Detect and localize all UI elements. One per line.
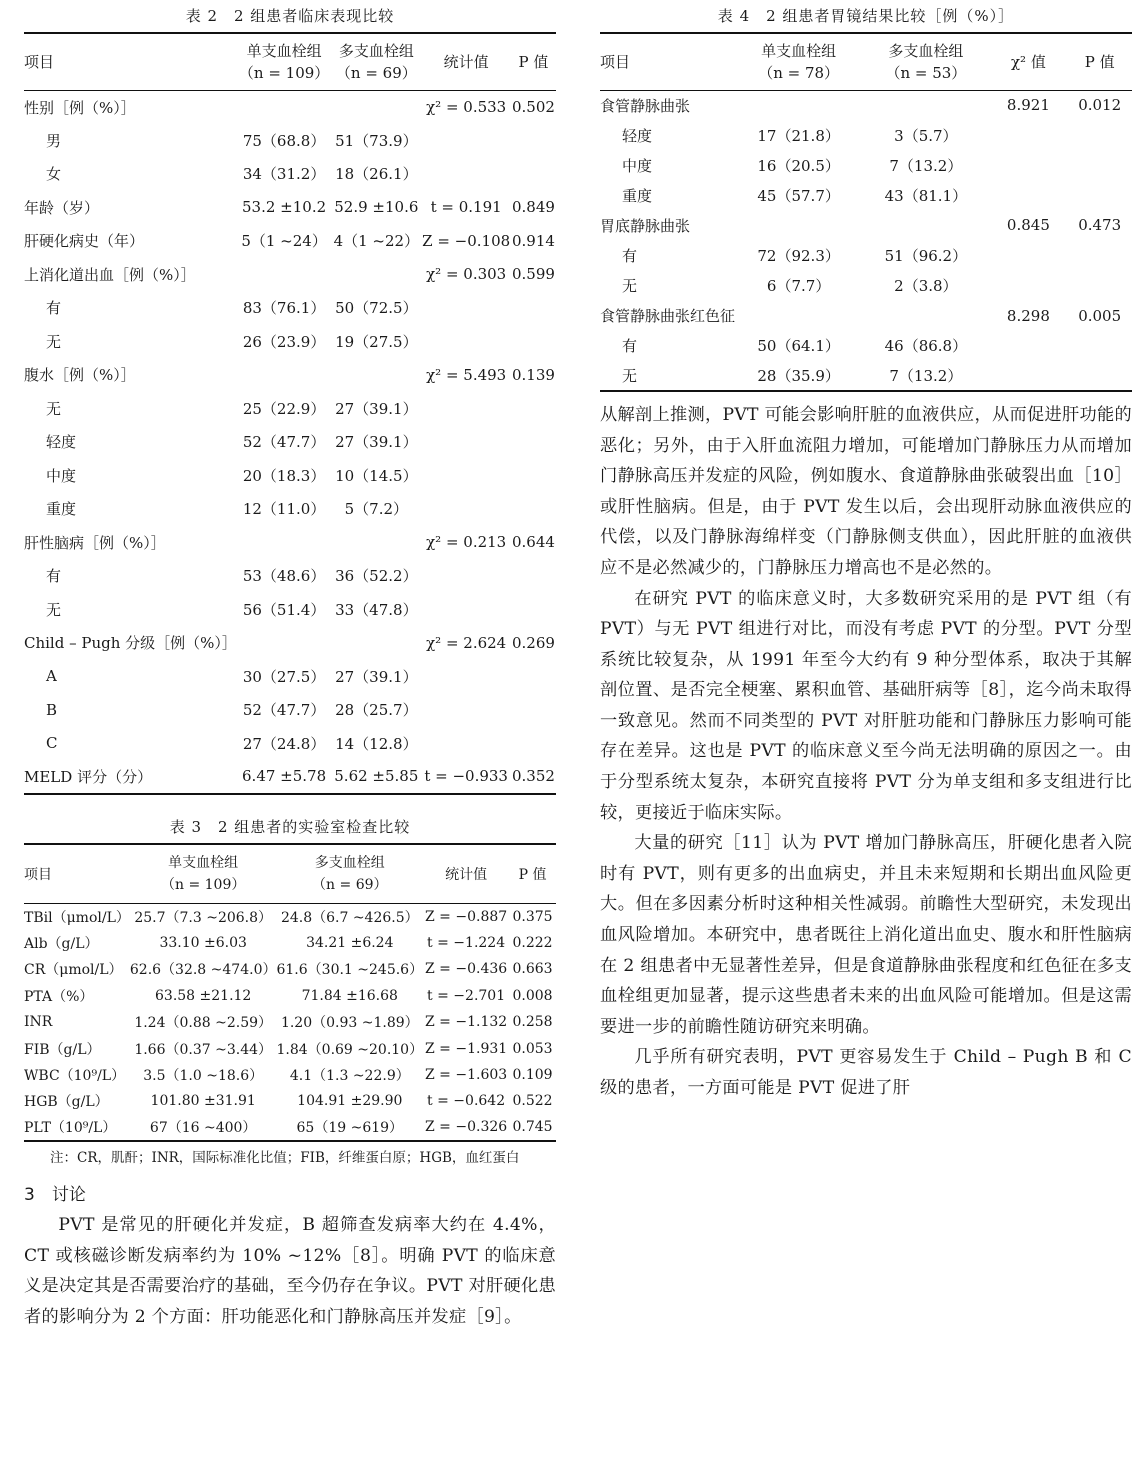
table4-body	[600, 90, 1132, 391]
table2-row	[24, 660, 556, 694]
table2-cell-stat: t = −0.933	[424, 767, 508, 786]
table2-cell-item: 重度	[46, 500, 77, 519]
table3-header-item: 项目	[24, 866, 52, 883]
table4-cell-item: 中度	[622, 156, 653, 175]
table2-row	[24, 693, 556, 727]
table2-cell-stat	[421, 124, 510, 158]
table2-cell-item: C	[46, 734, 58, 753]
table2-cell-p	[511, 291, 556, 325]
table3-header-single: 单支血栓组 （n = 109）	[160, 854, 246, 893]
table3-cell-item: PLT（10⁹/L）	[24, 1120, 117, 1137]
table3-cell-p: 0.375	[512, 908, 553, 925]
table2-cell-stat: Z = −0.108	[422, 231, 511, 250]
table2-cell-stat: χ² = 0.213	[426, 533, 507, 552]
table4-cell-p	[1067, 120, 1132, 150]
table3-cell-single: 101.80 ±31.91	[150, 1093, 256, 1110]
table3-cell-single: 3.5（1.0 ~18.6）	[143, 1068, 264, 1085]
table2-cell-multi: 27（39.1）	[335, 433, 418, 452]
table2-row	[24, 760, 556, 794]
table2-cell-item: Child – Pugh 分级［例（%）］	[24, 634, 237, 653]
table4-cell-single: 28（35.9）	[757, 366, 840, 385]
table4-cell-item: 重度	[622, 186, 653, 205]
table3-cell-p: 0.663	[512, 961, 553, 978]
table2-cell-single: 20（18.3）	[242, 466, 326, 485]
table2-row	[24, 392, 556, 426]
table2-cell-single: 27（24.8）	[242, 734, 326, 753]
table4-cell-multi	[862, 90, 989, 120]
table4-cell-p	[1067, 180, 1132, 210]
body-paragraph: PVT 是常见的肝硬化并发症，B 超筛查发病率大约在 4.4%，CT 或核磁诊断发病率约为 10% ~12%［8］。明确 PVT 的临床意义是决定其是否需要治疗的基础，至今仍存在争议。PVT 对肝硬化患者的影响分为 2 个方面：肝功能恶化和门静脉高压并发症［9］。	[24, 1215, 556, 1327]
table3-cell-multi: 4.1（1.3 ~22.9）	[289, 1068, 410, 1085]
table2-cell-stat	[421, 325, 510, 359]
table2-row	[24, 157, 556, 191]
table2-header-p: P 值	[518, 53, 549, 72]
table4-cell-item: 有	[622, 337, 638, 356]
table2-cell-item: 中度	[46, 466, 77, 485]
table4-cell-stat: 8.298	[1006, 306, 1050, 325]
table3-header-multi: 多支血栓组 （n = 69）	[312, 854, 388, 893]
table2-cell-multi	[331, 526, 421, 560]
table2-cell-stat: χ² = 5.493	[426, 365, 507, 384]
table4-header-item: 项目	[600, 53, 631, 72]
table3-row	[24, 983, 556, 1009]
table3-header-row	[24, 844, 556, 904]
table2-cell-p	[511, 693, 556, 727]
table4-cell-stat: 8.921	[1006, 96, 1050, 115]
table4-cell-stat	[989, 331, 1067, 361]
table2-row	[24, 559, 556, 593]
table2-cell-p	[511, 459, 556, 493]
table2-row	[24, 593, 556, 627]
table2-cell-single	[237, 526, 331, 560]
table2-cell-single: 52（47.7）	[242, 433, 326, 452]
table2-row	[24, 626, 556, 660]
table2-cell-multi: 5（7.2）	[344, 500, 409, 519]
table2-cell-item: B	[46, 700, 58, 719]
table2-cell-single: 25（22.9）	[242, 399, 326, 418]
table2-cell-item: 肝性脑病［例（%）］	[24, 533, 166, 552]
table2-cell-p: 0.914	[511, 231, 555, 250]
table2-cell-item: 有	[46, 567, 62, 586]
table4-cell-single	[735, 210, 862, 240]
table2-cell-item: A	[46, 667, 57, 686]
table2-cell-single: 75（68.8）	[242, 131, 326, 150]
table3-row	[24, 1088, 556, 1114]
table2-header-multi: 多支血栓组 （n = 69）	[335, 41, 417, 82]
table2-cell-item: 肝硬化病史（年）	[24, 232, 145, 251]
table4-cell-stat	[989, 120, 1067, 150]
table3-cell-stat: Z = −1.931	[425, 1040, 508, 1057]
table3-row	[24, 1115, 556, 1141]
table2-cell-stat	[421, 157, 510, 191]
table2-cell-multi	[331, 626, 421, 660]
table4-caption: 表 4 2 组患者胃镜结果比较［例（%）］	[717, 7, 1015, 25]
table2-cell-p	[511, 727, 556, 761]
table3-cell-item: FIB（g/L）	[24, 1041, 101, 1058]
table2-cell-single: 30（27.5）	[242, 667, 326, 686]
table4-cell-multi	[862, 301, 989, 331]
table2-cell-multi: 50（72.5）	[335, 299, 418, 318]
table4-cell-p	[1067, 150, 1132, 180]
table3-cell-item: INR	[24, 1014, 53, 1031]
table3-cell-single: 67（16 ~400）	[149, 1120, 257, 1137]
body-paragraph: 在研究 PVT 的临床意义时，大多数研究采用的是 PVT 组（有 PVT）与无 PVT 组进行对比，而没有考虑 PVT 的分型。PVT 分型系统比较复杂，从 1991 年至今大约有 9 种分型体系，取决于其解剖位置、是否完全梗塞、累积血管、基础肝病等［8］，迄今尚未取得一致意见。然而不同类型的 PVT 对肝脏功能和门静脉压力影响可能存在差异。这也是 PVT 的临床意义至今尚无法明确的原因之一。由于分型系统太复杂，本研究直接将 PVT 分为单支组和多支组进行比较，更接近于临床实际。	[600, 588, 1132, 823]
table4-row	[600, 240, 1132, 270]
table3-header-stat: 统计值	[445, 866, 488, 883]
table4-cell-stat	[989, 240, 1067, 270]
table3-cell-stat: Z = −0.326	[425, 1119, 508, 1136]
table4-cell-single: 45（57.7）	[757, 186, 840, 205]
table3-cell-multi: 1.20（0.93 ~1.89）	[280, 1015, 419, 1032]
table2-row	[24, 358, 556, 392]
table4-header-single: 单支血栓组 （n = 78）	[758, 41, 840, 82]
table4-cell-stat	[989, 150, 1067, 180]
table2-cell-item: 男	[46, 131, 62, 150]
table2-cell-multi: 27（39.1）	[335, 667, 418, 686]
table2-cell-stat	[421, 693, 510, 727]
table3-row	[24, 904, 556, 930]
table4-header-p: P 值	[1084, 53, 1115, 72]
table2-cell-item: 轻度	[46, 433, 77, 452]
table2-header-single: 单支血栓组 （n = 109）	[238, 41, 330, 82]
table4-cell-p	[1067, 331, 1132, 361]
table2-cell-p: 0.599	[511, 265, 555, 284]
table3-cell-multi: 65（19 ~619）	[296, 1120, 404, 1137]
table4-cell-stat: 0.845	[1006, 216, 1050, 235]
table2-row	[24, 124, 556, 158]
table4-cell-item: 食管静脉曲张红色征	[600, 307, 736, 326]
table2-cell-item: 上消化道出血［例（%）］	[24, 265, 196, 284]
table3-cell-item: CR（μmol/L）	[24, 962, 123, 979]
table4-cell-single	[735, 301, 862, 331]
table2-cell-item: MELD 评分（分）	[24, 767, 153, 786]
table2-cell-p: 0.352	[511, 767, 555, 786]
table3-cell-p: 0.745	[512, 1119, 553, 1136]
table2-cell-stat: t = 0.191	[430, 198, 502, 217]
table4-cell-single: 72（92.3）	[757, 247, 840, 266]
table4-row	[600, 90, 1132, 120]
table2	[24, 32, 556, 795]
table4-cell-single	[735, 90, 862, 120]
table2-row	[24, 492, 556, 526]
table2-cell-single	[237, 358, 331, 392]
table3-cell-single: 25.7（7.3 ~206.8）	[134, 909, 273, 926]
table2-header-row	[24, 33, 556, 90]
table2-cell-stat: χ² = 0.303	[426, 265, 507, 284]
table2-cell-p	[511, 593, 556, 627]
table2-cell-stat	[421, 660, 510, 694]
table3-cell-stat: Z = −0.436	[425, 961, 508, 978]
table3-cell-multi: 1.84（0.69 ~20.10）	[276, 1041, 424, 1058]
table4-row	[600, 361, 1132, 391]
left-paragraphs	[24, 1210, 556, 1332]
table3-cell-item: Alb（g/L）	[24, 936, 99, 953]
table2-cell-multi: 27（39.1）	[335, 399, 418, 418]
table2-cell-stat: χ² = 0.533	[426, 98, 507, 116]
table4-cell-item: 胃底静脉曲张	[600, 216, 691, 235]
table3-cell-stat: t = −0.642	[427, 1093, 506, 1110]
table2-cell-multi: 10（14.5）	[335, 466, 418, 485]
table2-cell-single: 83（76.1）	[242, 299, 326, 318]
section-heading: 3 讨论	[24, 1185, 86, 1206]
table2-cell-multi: 19（27.5）	[335, 332, 418, 351]
table2-cell-p	[511, 492, 556, 526]
table2-cell-stat	[421, 559, 510, 593]
table2-cell-multi: 18（26.1）	[335, 165, 418, 184]
table2-cell-multi: 33（47.8）	[335, 600, 418, 619]
table3-row	[24, 930, 556, 956]
table4-cell-item: 食管静脉曲张	[600, 96, 691, 115]
table4-row	[600, 301, 1132, 331]
table4-cell-single: 50（64.1）	[757, 337, 840, 356]
table3-cell-stat: Z = −0.887	[425, 908, 508, 925]
table2-cell-single: 53.2 ±10.2	[242, 198, 327, 217]
table2-cell-multi: 4（1 ~22）	[333, 232, 420, 251]
table3-note: 注：CR，肌酐；INR，国际标准化比值；FIB，纤维蛋白原；HGB，血红蛋白	[50, 1150, 520, 1167]
table2-body	[24, 90, 556, 794]
table4-cell-multi: 2（3.8）	[894, 277, 958, 296]
table2-cell-single: 52（47.7）	[242, 701, 326, 720]
table2-cell-single: 56（51.4）	[242, 600, 326, 619]
table2-cell-p: 0.644	[511, 533, 555, 552]
table4-row	[600, 150, 1132, 180]
table3	[24, 843, 556, 1143]
table4-cell-multi: 51（96.2）	[884, 247, 968, 266]
table2-caption: 表 2 2 组患者临床表现比较	[185, 7, 395, 25]
body-paragraph: 几乎所有研究表明，PVT 更容易发生于 Child – Pugh B 和 C 级的患者，一方面可能是 PVT 促进了肝	[600, 1047, 1132, 1098]
table4-row	[600, 271, 1132, 301]
table2-cell-p	[511, 124, 556, 158]
table2-cell-p	[511, 425, 556, 459]
table4-header-multi: 多支血栓组 （n = 53）	[885, 41, 967, 82]
table4-header-stat: χ² 值	[1010, 53, 1046, 72]
table4-row	[600, 331, 1132, 361]
table4-cell-item: 有	[622, 247, 638, 266]
table3-cell-multi: 34.21 ±6.24	[306, 935, 394, 952]
table3-cell-single: 62.6（32.8 ~474.0）	[129, 962, 277, 979]
table2-row	[24, 191, 556, 225]
table4-cell-stat	[989, 361, 1067, 391]
table4-row	[600, 180, 1132, 210]
table3-cell-item: WBC（10⁹/L）	[24, 1068, 126, 1085]
table2-row	[24, 90, 556, 124]
table4-cell-single: 16（20.5）	[757, 156, 840, 175]
table2-cell-multi: 28（25.7）	[335, 701, 418, 720]
right-column	[600, 0, 1132, 1104]
right-paragraphs	[600, 400, 1132, 1104]
table2-cell-multi: 51（73.9）	[335, 131, 418, 150]
table2-cell-single: 34（31.2）	[242, 165, 326, 184]
table2-cell-p	[511, 325, 556, 359]
table2-row	[24, 425, 556, 459]
table3-cell-single: 63.58 ±21.12	[155, 987, 252, 1004]
table2-cell-single	[237, 258, 331, 292]
table2-row	[24, 459, 556, 493]
table2-cell-p	[511, 392, 556, 426]
table2-cell-p	[511, 157, 556, 191]
table2-header-stat: 统计值	[443, 53, 489, 72]
table2-cell-multi: 14（12.8）	[335, 734, 418, 753]
table3-cell-multi: 24.8（6.7 ~426.5）	[280, 909, 419, 926]
table2-row	[24, 325, 556, 359]
table2-cell-item: 无	[46, 332, 62, 351]
table2-row	[24, 224, 556, 258]
table4-cell-p	[1067, 271, 1132, 301]
table2-cell-item: 有	[46, 299, 62, 318]
table4-cell-multi: 7（13.2）	[889, 366, 963, 385]
table4-cell-item: 轻度	[622, 126, 653, 145]
table3-cell-stat: t = −1.224	[427, 935, 506, 952]
table3-caption: 表 3 2 组患者的实验室检查比较	[169, 817, 411, 836]
table2-row	[24, 258, 556, 292]
table3-cell-stat: t = −2.701	[427, 987, 506, 1004]
table2-cell-single: 6.47 ±5.78	[242, 767, 327, 786]
table4-cell-p	[1067, 361, 1132, 391]
table3-cell-single: 1.24（0.88 ~2.59）	[134, 1015, 273, 1032]
table2-row	[24, 727, 556, 761]
table4-cell-item: 无	[622, 277, 638, 296]
table3-cell-p: 0.522	[512, 1093, 553, 1110]
table2-cell-stat	[421, 459, 510, 493]
table2-cell-single	[237, 626, 331, 660]
table2-cell-p	[511, 660, 556, 694]
table2-cell-single: 12（11.0）	[242, 500, 326, 519]
table2-cell-stat	[421, 492, 510, 526]
table3-cell-stat: Z = −1.132	[425, 1014, 508, 1031]
table2-row	[24, 526, 556, 560]
table3-header-p: P 值	[518, 866, 547, 883]
table2-cell-single	[237, 90, 331, 124]
table3-cell-p: 0.258	[512, 1014, 553, 1031]
table3-cell-item: TBil（μmol/L）	[24, 909, 130, 926]
table2-cell-p: 0.502	[511, 98, 555, 116]
table2-cell-item: 无	[46, 399, 62, 418]
table3-cell-multi: 61.6（30.1 ~245.6）	[276, 962, 424, 979]
table2-cell-stat	[421, 727, 510, 761]
left-column	[24, 0, 556, 1332]
table2-cell-stat	[421, 425, 510, 459]
table2-cell-multi	[331, 358, 421, 392]
table4-cell-p	[1067, 240, 1132, 270]
table4-row	[600, 120, 1132, 150]
table3-cell-multi: 104.91 ±29.90	[297, 1093, 403, 1110]
table2-cell-stat	[421, 392, 510, 426]
table2-cell-item: 女	[46, 165, 62, 184]
table3-cell-p: 0.053	[512, 1040, 553, 1057]
table4	[600, 32, 1132, 392]
table4-cell-multi: 43（81.1）	[884, 186, 968, 205]
table3-row	[24, 1062, 556, 1088]
table2-cell-item: 年龄（岁）	[24, 198, 100, 217]
table4-cell-item: 无	[622, 366, 638, 385]
table2-cell-single: 26（23.9）	[242, 332, 326, 351]
table2-header-item: 项目	[24, 53, 55, 72]
table2-cell-multi: 36（52.2）	[335, 567, 418, 586]
table3-cell-stat: Z = −1.603	[425, 1067, 508, 1084]
table2-cell-p: 0.269	[511, 633, 555, 652]
table4-cell-single: 6（7.7）	[766, 277, 831, 296]
table2-cell-multi	[331, 258, 421, 292]
table2-cell-p	[511, 559, 556, 593]
table3-cell-p: 0.222	[512, 935, 553, 952]
table2-cell-item: 无	[46, 600, 62, 619]
table3-cell-p: 0.109	[512, 1067, 553, 1084]
table2-cell-p: 0.139	[511, 365, 555, 384]
table4-header-row	[600, 33, 1132, 90]
table3-body	[24, 904, 556, 1142]
table3-cell-p: 0.008	[512, 987, 553, 1004]
table3-cell-multi: 71.84 ±16.68	[301, 987, 398, 1004]
body-paragraph: 大量的研究［11］认为 PVT 增加门静脉高压，肝硬化患者入院时有 PVT，则有更多的出血病史，并且未来短期和长期出血风险更大。但在多因素分析时这种相关性减弱。前瞻性大型研究，未发现出血风险增加。本研究中，患者既往上消化道出血史、腹水和肝性脑病在 2 组患者中无显著性差异，但是食道静脉曲张程度和红色征在多支血栓组更加显著，提示这些患者未来的出血风险可能增加。但是这需要进一步的前瞻性随访研究来明确。	[600, 833, 1132, 1037]
table4-cell-p: 0.005	[1078, 306, 1122, 325]
table4-cell-multi: 3（5.7）	[894, 126, 958, 145]
table3-row	[24, 1009, 556, 1035]
table2-cell-multi: 5.62 ±5.85	[334, 767, 419, 786]
table2-cell-item: 性别［例（%）］	[24, 98, 136, 117]
table2-row	[24, 291, 556, 325]
table2-cell-stat	[421, 593, 510, 627]
table4-row	[600, 210, 1132, 240]
table4-cell-p: 0.473	[1078, 216, 1122, 235]
table4-cell-multi: 7（13.2）	[889, 156, 963, 175]
table4-cell-multi: 46（86.8）	[884, 337, 968, 356]
table2-cell-multi	[331, 90, 421, 124]
table2-cell-item: 腹水［例（%）］	[24, 366, 136, 385]
table4-cell-p: 0.012	[1078, 96, 1122, 115]
table4-cell-stat	[989, 271, 1067, 301]
body-paragraph: 从解剖上推测，PVT 可能会影响肝脏的血液供应，从而促进肝功能的恶化；另外，由于入肝血流阻力增加，可能增加门静脉压力从而增加门静脉高压并发症的风险，例如腹水、食道静脉曲张破裂出血［10］或肝性脑病。但是，由于 PVT 发生以后，会出现肝动脉血液供应的代偿，以及门静脉海绵样变（门静脉侧支供血），因此肝脏的血液供应不是必然减少的，门静脉压力增高也不是必然的。	[600, 404, 1132, 578]
table2-cell-stat	[421, 291, 510, 325]
table4-cell-single: 17（21.8）	[757, 126, 840, 145]
table3-cell-single: 1.66（0.37 ~3.44）	[134, 1041, 273, 1058]
table3-cell-single: 33.10 ±6.03	[159, 935, 247, 952]
table2-cell-p: 0.849	[511, 198, 555, 217]
table3-row	[24, 956, 556, 982]
table4-cell-multi	[862, 210, 989, 240]
table3-cell-item: PTA（%）	[24, 988, 94, 1005]
table2-cell-single: 53（48.6）	[242, 567, 326, 586]
table4-cell-stat	[989, 180, 1067, 210]
table2-cell-multi: 52.9 ±10.6	[334, 198, 419, 217]
table2-cell-stat: χ² = 2.624	[426, 633, 507, 652]
table3-cell-item: HGB（g/L）	[24, 1094, 109, 1111]
table2-cell-single: 5（1 ~24）	[241, 232, 327, 251]
table3-row	[24, 1035, 556, 1061]
